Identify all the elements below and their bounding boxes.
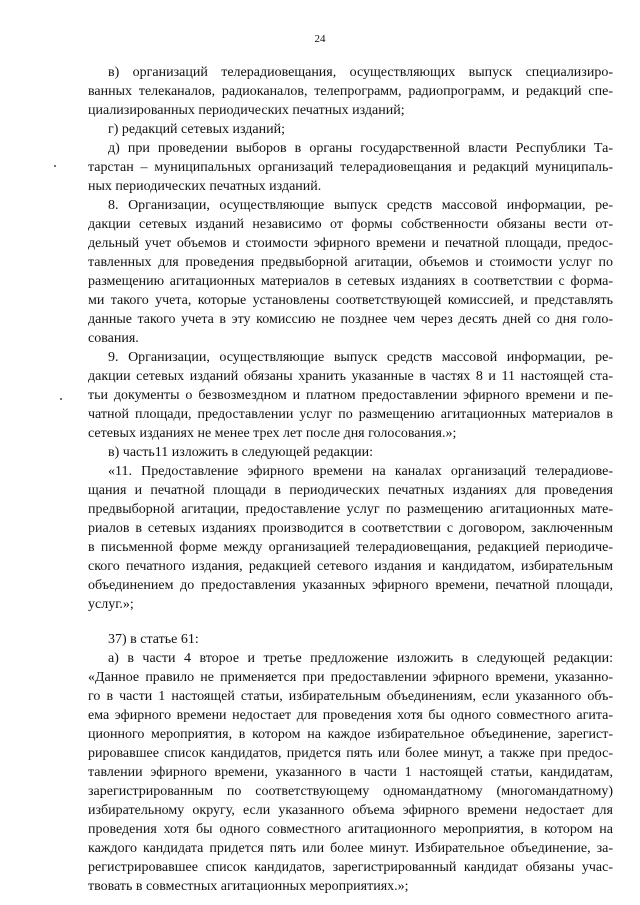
text-line: дельный учет объемов и стоимости эфирного времени и печатной площади, предос- [88,236,613,251]
text-line: тарстан – муниципальных организаций телерадиовещания и редакций муниципаль- [88,160,613,175]
text-line: тавлении эфирного времени, указанного в части 1 настоящей статьи, кандидатам, [88,765,613,780]
text-line: в) организаций телерадиовещания, осуществляющих выпуск специализиро- [108,65,613,80]
text-line: данные такого учета в эту комиссию не позднее чем через десять дней со дня голо- [88,312,613,327]
text-line: услуг.»; [88,597,134,612]
text-line: циализированных периодических печатных изданий; [88,103,405,118]
text-line: риалов в сетевых изданиях производится в соответствии с договором, заключенным [88,521,613,536]
text-line: дакции сетевых изданий обязаны хранить указанные в частях 8 и 11 настоящей ста- [88,369,613,384]
text-line: каждого кандидата придется пять или более минут. Избирательное объединение, за- [88,841,613,856]
text-line: тавленных для проведения предвыборной агитации, объемов и стоимости услуг по [88,255,613,270]
text-line: дакции сетевых изданий независимо от формы собственности обязаны вести от- [88,217,613,232]
text-line: в) часть11 изложить в следующей редакции: [108,445,373,460]
text-line: щания и печатной площади в периодических печатных изданиях для проведения [88,483,613,498]
text-line: д) при проведении выборов в органы государственной власти Республики Та- [108,141,613,156]
text-line: предвыборной агитации, предоставление услуг по размещению агитационных мате- [88,502,613,517]
text-line: ванных телеканалов, радиоканалов, телепрограмм, радиопрограмм, и редакций спе- [88,84,613,99]
text-line: твовать в совместных агитационных мероприятиях.»; [88,879,409,894]
text-line: а) в части 4 второе и третье предложение изложить в следующей редакции: [108,651,613,666]
text-line: 9. Организации, осуществляющие выпуск средств массовой информации, ре- [108,350,613,365]
text-line: «11. Предоставление эфирного времени на каналах организаций телерадиове- [108,464,613,479]
text-line: избирательному округу, если указанного объема эфирного времени недостает для [88,803,613,818]
text-line: регистрировавшее список кандидатов, зарегистрированный кандидат обязаны учас- [88,860,613,875]
text-line: сования. [88,331,139,346]
text-line: зарегистрированным по соответствующему одномандатному (многомандатному) [88,784,613,799]
text-line: ми такого учета, которые установлены соответствующей комиссией, и представлять [88,293,613,308]
text-line: ционного мероприятия, в котором на каждое избирательное объединение, зарегист- [88,727,613,742]
text-line: «Данное правило не применяется при предоставлении эфирного времени, указанно- [88,670,613,685]
text-line: рировавшее список кандидатов, придется пять или более минут, а также при предос- [88,746,613,761]
scan-speck [60,398,62,400]
text-line: объединением до предоставления указанных эфирного времени, печатной площади, [88,578,613,593]
text-line: чатной площади, предоставлении услуг по размещению агитационных материалов в [88,407,613,422]
text-line: в письменной форме между организацией телерадиовещания, редакцией периодиче- [88,540,613,555]
text-line: г) редакций сетевых изданий; [108,122,285,137]
text-line: 37) в статье 61: [108,632,199,647]
text-line: ных периодических печатных изданий. [88,179,322,194]
text-line: 8. Организации, осуществляющие выпуск средств массовой информации, ре- [108,198,613,213]
text-line: проведения хотя бы одного совместного агитационного мероприятия, в котором на [88,822,613,837]
text-line: ема эфирного времени недостает для проведения хотя бы одного совместного агита- [88,708,613,723]
text-line: тьи документы о безвозмездном и платном предоставлении эфирного времени и пе- [88,388,613,403]
text-line: го в части 1 настоящей статьи, избирательным объединениям, если указанного объ- [88,689,613,704]
scan-speck [54,165,56,167]
text-line: размещению агитационных материалов в сетевых изданиях в соответствии с форма- [88,274,613,289]
text-line: сетевых изданиях не менее трех лет после дня голосования.»; [88,426,457,441]
page-number: 24 [314,33,326,45]
text-line: ского печатного издания, редакцией сетевого издания и кандидатом, избирательным [88,559,613,574]
